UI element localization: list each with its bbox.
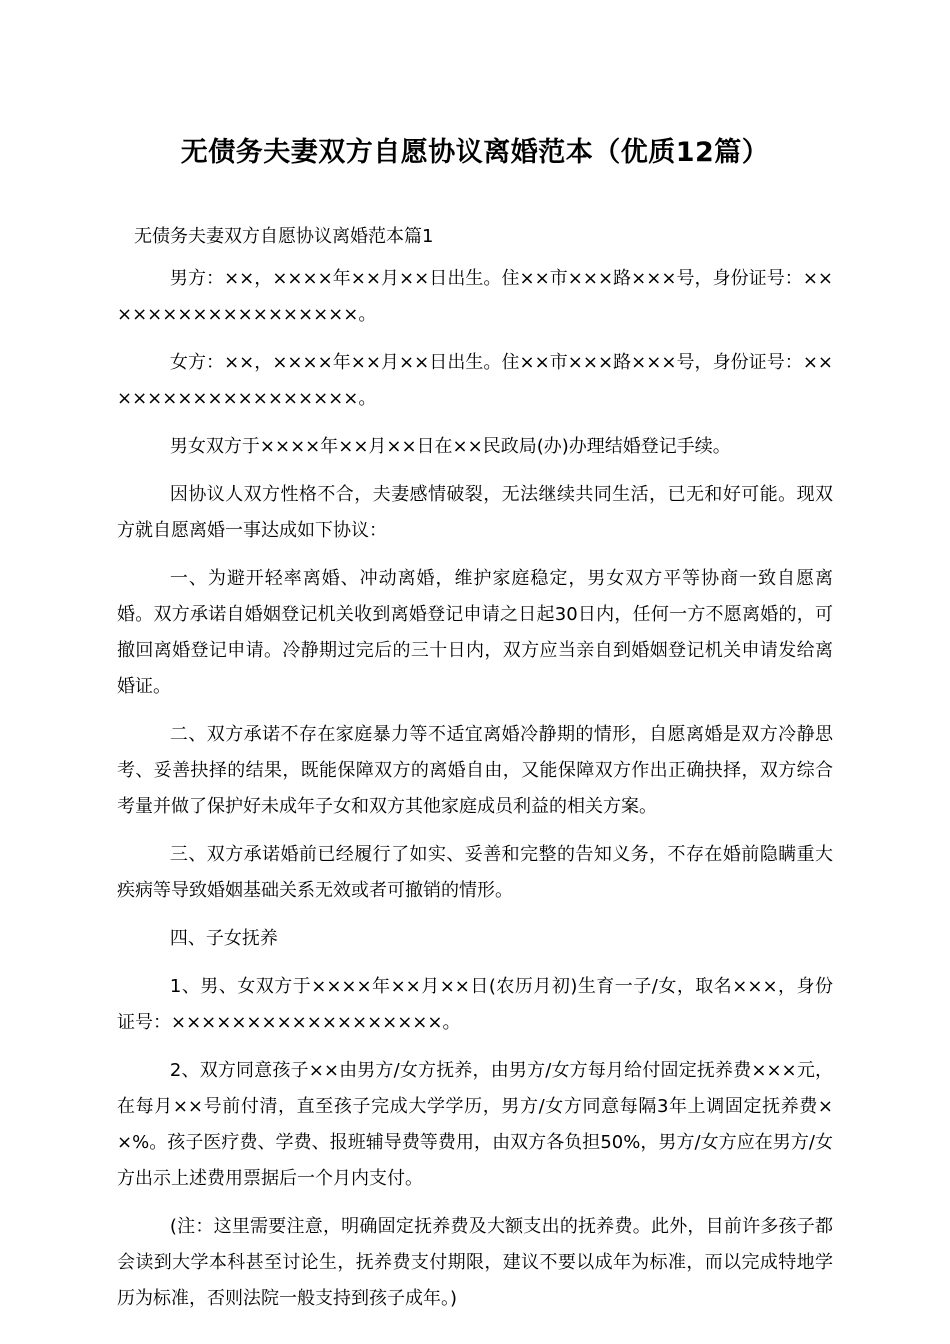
document-body	[117, 261, 833, 1317]
paragraph-husband-info: 男方：××，××××年××月××日出生。住××市×××路×××号，身份证号：××××××××××××××××××。	[117, 268, 833, 325]
section-heading: 无债务夫妻双方自愿协议离婚范本篇1	[134, 226, 434, 247]
paragraph-clause-3: 三、双方承诺婚前已经履行了如实、妥善和完整的告知义务，不存在婚前隐瞒重大疾病等导致婚姻基础关系无效或者可撤销的情形。	[117, 844, 833, 901]
paragraph-clause-4-heading: 四、子女抚养	[169, 928, 278, 949]
paragraph-clause-2: 二、双方承诺不存在家庭暴力等不适宜离婚冷静期的情形，自愿离婚是双方冷静思考、妥善抉择的结果，既能保障双方的离婚自由，又能保障双方作出正确抉择，双方综合考量并做了保护好未成年子女和双方其他家庭成员利益的相关方案。	[117, 724, 833, 817]
paragraph-marriage-registration: 男女双方于××××年××月××日在××民政局(办)办理结婚登记手续。	[169, 436, 731, 457]
paragraph-note: (注：这里需要注意，明确固定抚养费及大额支出的抚养费。此外，目前许多孩子都会读到大学本科甚至讨论生，抚养费支付期限，建议不要以成年为标准，而以完成特地学历为标准，否则法院一般支持到孩子成年。)	[117, 1216, 833, 1309]
paragraph-child-birth: 1、男、女双方于××××年××月××日(农历月初)生育一子/女，取名×××，身份证号：××××××××××××××××××。	[117, 976, 833, 1033]
paragraph-clause-1: 一、为避开轻率离婚、冲动离婚，维护家庭稳定，男女双方平等协商一致自愿离婚。双方承诺自婚姻登记机关收到离婚登记申请之日起30日内，任何一方不愿离婚的，可撤回离婚登记申请。冷静期过完后的三十日内，双方应当亲自到婚姻登记机关申请发给离婚证。	[117, 568, 833, 697]
paragraph-reason: 因协议人双方性格不合，夫妻感情破裂，无法继续共同生活，已无和好可能。现双方就自愿离婚一事达成如下协议：	[117, 484, 833, 541]
paragraph-child-support: 2、双方同意孩子××由男方/女方抚养，由男方/女方每月给付固定抚养费×××元，在每月××号前付清，直至孩子完成大学学历，男方/女方同意每隔3年上调固定抚养费××%。孩子医疗费、学费、报班辅导费等费用，由双方各负担50%，男方/女方应在男方/女方出示上述费用票据后一个月内支付。	[117, 1060, 833, 1189]
paragraph-wife-info: 女方：××，××××年××月××日出生。住××市×××路×××号，身份证号：××××××××××××××××××。	[117, 352, 833, 409]
document-title: 无债务夫妻双方自愿协议离婚范本（优质12篇）	[180, 137, 770, 168]
